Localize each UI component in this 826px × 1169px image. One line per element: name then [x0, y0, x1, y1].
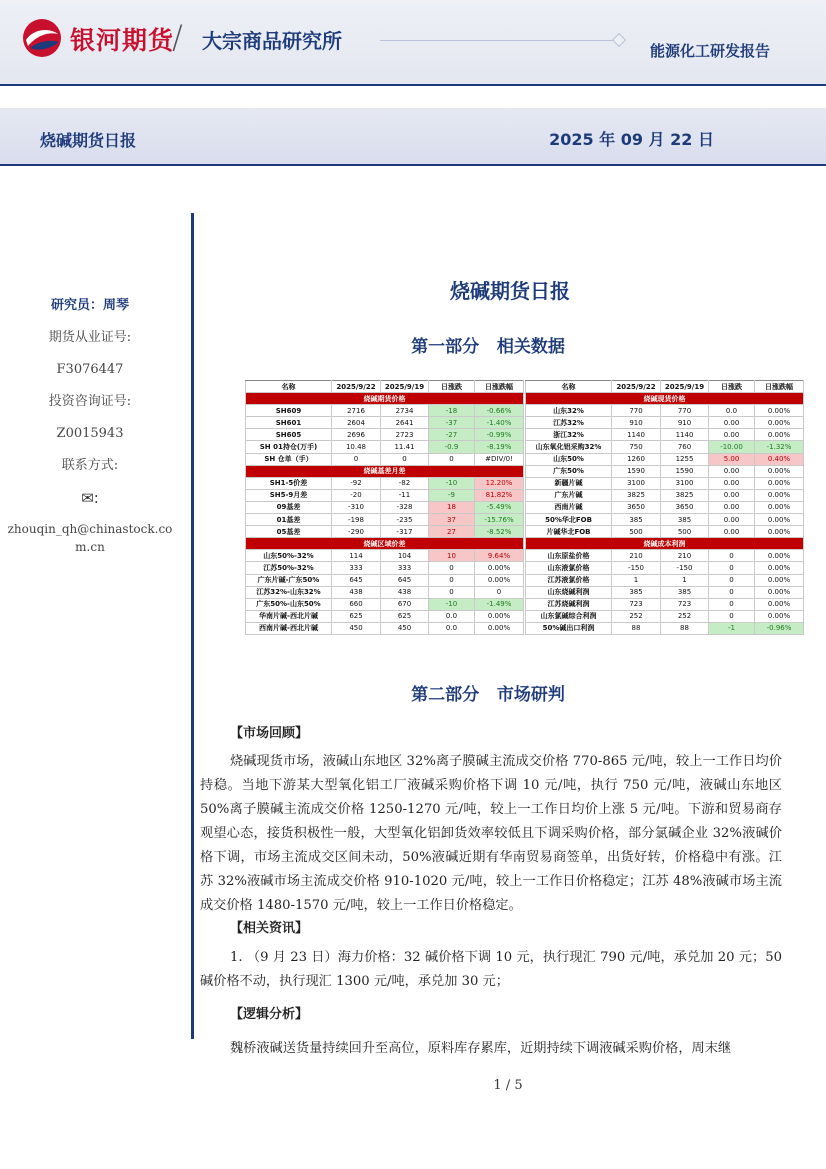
- table-row: [246, 453, 524, 465]
- page-number: 1 / 5: [493, 1078, 523, 1093]
- cell-value: -8.19%: [475, 441, 524, 453]
- cell-value: 0: [429, 453, 475, 465]
- row-name: 江苏32%-山东32%: [246, 586, 332, 598]
- cell-value: -5.49%: [475, 501, 524, 513]
- row-name: 片碱华北FOB: [526, 526, 612, 538]
- title-band-rule: [0, 164, 826, 166]
- row-name: 山东烧碱利润: [526, 586, 612, 598]
- cell-value: 0.00%: [475, 622, 524, 634]
- row-name: 山东原盐价格: [526, 550, 612, 562]
- cell-value: 114: [332, 550, 381, 562]
- cell-value: -27: [429, 429, 475, 441]
- table-row: [246, 477, 524, 489]
- table-row: [246, 501, 524, 513]
- table-section-row: [246, 465, 524, 477]
- table-section-row: [246, 538, 524, 550]
- cell-value: -198: [332, 514, 381, 526]
- cell-value: 625: [332, 610, 381, 622]
- cell-value: 0.00%: [755, 405, 804, 417]
- cell-value: -1.32%: [755, 441, 804, 453]
- row-name: 广东片碱: [526, 489, 612, 501]
- cell-value: 1590: [661, 465, 709, 477]
- column-header: 2025/9/19: [661, 381, 709, 393]
- cell-value: 2696: [332, 429, 381, 441]
- cell-value: 1140: [612, 429, 661, 441]
- cell-value: 27: [429, 526, 475, 538]
- column-header: 名称: [526, 381, 612, 393]
- logic-heading: 【逻辑分析】: [230, 1007, 309, 1022]
- cell-value: -1.49%: [475, 598, 524, 610]
- right-data-table: [525, 380, 804, 635]
- news-heading: 【相关资讯】: [230, 921, 309, 936]
- header-rule: [0, 84, 826, 86]
- cell-value: 1: [661, 574, 709, 586]
- table-row: [526, 417, 804, 429]
- row-name: SH5-9月差: [246, 489, 332, 501]
- table-row: [526, 477, 804, 489]
- cell-value: 660: [332, 598, 381, 610]
- cell-value: 0: [709, 562, 755, 574]
- cell-value: 0: [332, 453, 381, 465]
- table-row: [246, 429, 524, 441]
- cell-value: -1: [709, 622, 755, 634]
- row-name: 华南片碱-西北片碱: [246, 610, 332, 622]
- cell-value: 645: [381, 574, 429, 586]
- brand-name: 银河期货: [70, 26, 175, 55]
- cell-value: 0.00%: [475, 574, 524, 586]
- license-number: F3076447: [56, 362, 124, 377]
- column-header: 日涨跌: [429, 381, 475, 393]
- cell-value: 385: [661, 586, 709, 598]
- cell-value: 0.00%: [755, 514, 804, 526]
- cell-value: 500: [661, 526, 709, 538]
- cell-value: -235: [381, 514, 429, 526]
- cell-value: 500: [612, 526, 661, 538]
- column-header: 日涨跌幅: [475, 381, 524, 393]
- galaxy-logo-icon: [22, 18, 62, 58]
- table-row: [246, 526, 524, 538]
- section-title-analysis: 第二部分 市场研判: [411, 685, 565, 705]
- table-row: [246, 622, 524, 634]
- cell-value: -150: [661, 562, 709, 574]
- row-name: 山东液氯价格: [526, 562, 612, 574]
- cell-value: 723: [612, 598, 661, 610]
- section-label: 烧碱成本利润: [526, 538, 804, 550]
- cell-value: 0.00%: [755, 610, 804, 622]
- cell-value: 3825: [612, 489, 661, 501]
- analyst-sidebar: [0, 290, 180, 556]
- cell-value: 1140: [661, 429, 709, 441]
- cell-value: 0.00%: [755, 526, 804, 538]
- cell-value: 770: [661, 405, 709, 417]
- cell-value: 333: [332, 562, 381, 574]
- table-row: [246, 489, 524, 501]
- table-row: [246, 586, 524, 598]
- document-date: 2025 年 09 月 22 日: [549, 130, 714, 149]
- cell-value: 333: [381, 562, 429, 574]
- cell-value: 0: [475, 586, 524, 598]
- cell-value: 0.00%: [755, 598, 804, 610]
- table-row: [246, 550, 524, 562]
- cell-value: 0.00: [709, 526, 755, 538]
- cell-value: 0.00%: [755, 477, 804, 489]
- cell-value: 0: [709, 574, 755, 586]
- cell-value: 645: [332, 574, 381, 586]
- table-row: [526, 501, 804, 513]
- row-name: 山东氧化铝采购32%: [526, 441, 612, 453]
- cell-value: 0.00: [709, 465, 755, 477]
- table-row: [246, 417, 524, 429]
- cell-value: 0.00%: [755, 550, 804, 562]
- cell-value: 3100: [612, 477, 661, 489]
- section-label: 烧碱区域价差: [246, 538, 524, 550]
- table-section-row: [526, 393, 804, 405]
- cell-value: 438: [381, 586, 429, 598]
- cell-value: 0.00%: [755, 562, 804, 574]
- table-row: [526, 514, 804, 526]
- license-label: 期货从业证号:: [48, 330, 132, 345]
- cell-value: 3650: [661, 501, 709, 513]
- cell-value: 0.0: [429, 610, 475, 622]
- cell-value: -1.40%: [475, 417, 524, 429]
- cell-value: 0.00%: [755, 429, 804, 441]
- cell-value: 450: [332, 622, 381, 634]
- cell-value: 0.00: [709, 429, 755, 441]
- cell-value: 723: [661, 598, 709, 610]
- report-type: 能源化工研发报告: [649, 42, 770, 60]
- table-row: [526, 610, 804, 622]
- cell-value: -10: [429, 598, 475, 610]
- row-name: 江苏液氯价格: [526, 574, 612, 586]
- row-name: SH 01持仓(万手): [246, 441, 332, 453]
- table-section-row: [526, 538, 804, 550]
- cell-value: 910: [661, 417, 709, 429]
- row-name: 50%华北FOB: [526, 514, 612, 526]
- section-label: 烧碱现货价格: [526, 393, 804, 405]
- cell-value: 0.00: [709, 501, 755, 513]
- table-row: [246, 562, 524, 574]
- news-paragraph: 1. （9 月 23 日）海力价格：32 碱价格下调 10 元，执行现汇 790 元/吨，承兑加 20 元；50 碱价格不动，执行现汇 1300 元/吨，承兑加 30 元；: [200, 950, 782, 989]
- cell-value: -9: [429, 489, 475, 501]
- cell-value: -150: [612, 562, 661, 574]
- cell-value: 760: [661, 441, 709, 453]
- cell-value: 385: [612, 514, 661, 526]
- table-row: [526, 465, 804, 477]
- cell-value: -37: [429, 417, 475, 429]
- table-row: [526, 586, 804, 598]
- cell-value: -0.96%: [755, 622, 804, 634]
- cell-value: 0: [429, 574, 475, 586]
- cell-value: 37: [429, 514, 475, 526]
- row-name: 50%碱出口利润: [526, 622, 612, 634]
- row-name: 09基差: [246, 501, 332, 513]
- row-name: 01基差: [246, 514, 332, 526]
- table-row: [246, 441, 524, 453]
- cell-value: 3825: [661, 489, 709, 501]
- cell-value: 0: [429, 586, 475, 598]
- cell-value: 88: [612, 622, 661, 634]
- left-data-table: [245, 380, 524, 635]
- table-row: [246, 598, 524, 610]
- cell-value: 438: [332, 586, 381, 598]
- cell-value: 2734: [381, 405, 429, 417]
- table-section-row: [246, 393, 524, 405]
- cell-value: 10.48: [332, 441, 381, 453]
- cell-value: 210: [661, 550, 709, 562]
- row-name: 广东50%: [526, 465, 612, 477]
- advisory-number: Z0015943: [56, 426, 124, 441]
- cell-value: -15.76%: [475, 514, 524, 526]
- column-header: 日涨跌: [709, 381, 755, 393]
- cell-value: 0: [709, 550, 755, 562]
- logic-paragraph: 魏桥液碱送货量持续回升至高位，原料库存累库，近期持续下调液碱采购价格，周末继: [230, 1041, 732, 1056]
- column-header: 2025/9/22: [612, 381, 661, 393]
- cell-value: 81.82%: [475, 489, 524, 501]
- row-name: 新疆片碱: [526, 477, 612, 489]
- table-row: [246, 514, 524, 526]
- brand-separator: /: [172, 18, 183, 56]
- table-row: [526, 562, 804, 574]
- table-row: [526, 622, 804, 634]
- cell-value: 2641: [381, 417, 429, 429]
- cell-value: 1260: [612, 453, 661, 465]
- table-row: [246, 405, 524, 417]
- section-title-data: 第一部分 相关数据: [411, 337, 565, 357]
- row-name: 山东50%: [526, 453, 612, 465]
- cell-value: -0.99%: [475, 429, 524, 441]
- cell-value: 5.00: [709, 453, 755, 465]
- advisory-label: 投资咨询证号:: [48, 394, 132, 409]
- table-row: [246, 610, 524, 622]
- row-name: 05基差: [246, 526, 332, 538]
- cell-value: 770: [612, 405, 661, 417]
- cell-value: 12.20%: [475, 477, 524, 489]
- cell-value: 3100: [661, 477, 709, 489]
- row-name: 山东氯碱综合利润: [526, 610, 612, 622]
- column-header: 2025/9/22: [332, 381, 381, 393]
- cell-value: -310: [332, 501, 381, 513]
- cell-value: -10: [429, 477, 475, 489]
- cell-value: 88: [661, 622, 709, 634]
- cell-value: -0.66%: [475, 405, 524, 417]
- table-row: [246, 574, 524, 586]
- row-name: 广东片碱-广东50%: [246, 574, 332, 586]
- cell-value: -328: [381, 501, 429, 513]
- cell-value: -0.9: [429, 441, 475, 453]
- cell-value: 910: [612, 417, 661, 429]
- market-review-paragraph: 烧碱现货市场，液碱山东地区 32%离子膜碱主流成交价格 770-865 元/吨，较上一工作日均价持稳。当地下游某大型氧化铝工厂液碱采购价格下调 10 元/吨，执行 750 元/吨，液碱山东地区 50%离子膜碱主流成交价格 1250-1270 元/吨，较上一工作日均价上涨 5 元/吨。下游和贸易商存观望心态，接货积极性一般，大型氧化铝卸货效率较低且下调采购价格，部分氯碱企业 32%液碱价格下调，市场主流成交区间未动，50%液碱近期有华南贸易商签单，出货好转，价格稳中有涨。江苏 32%液碱市场主流成交价格 910-1020 元/吨，较上一工作日价格稳定；江苏 48%液碱市场主流成交价格 1480-1570 元/吨，较上一工作日价格稳定。: [200, 754, 782, 913]
- cell-value: 0.00%: [475, 562, 524, 574]
- table-row: [526, 489, 804, 501]
- column-header: 日涨跌幅: [755, 381, 804, 393]
- cell-value: 385: [661, 514, 709, 526]
- decorative-line: [380, 40, 620, 41]
- cell-value: 210: [612, 550, 661, 562]
- cell-value: 625: [381, 610, 429, 622]
- table-row: [526, 429, 804, 441]
- row-name: 浙江32%: [526, 429, 612, 441]
- table-row: [526, 574, 804, 586]
- cell-value: 252: [612, 610, 661, 622]
- cell-value: -10.00: [709, 441, 755, 453]
- cell-value: 0.00: [709, 477, 755, 489]
- mail-icon: ✉:: [81, 489, 99, 507]
- cell-value: 10: [429, 550, 475, 562]
- cell-value: -18: [429, 405, 475, 417]
- cell-value: 0.00%: [755, 417, 804, 429]
- cell-value: -11: [381, 489, 429, 501]
- table-row: [526, 550, 804, 562]
- cell-value: #DIV/0!: [475, 453, 524, 465]
- cell-value: -8.52%: [475, 526, 524, 538]
- cell-value: 0: [429, 562, 475, 574]
- cell-value: 0.00: [709, 514, 755, 526]
- row-name: SH1-5价差: [246, 477, 332, 489]
- cell-value: 0: [709, 586, 755, 598]
- cell-value: 104: [381, 550, 429, 562]
- contact-email[interactable]: zhouqin_qh@chinastock.com.cn: [7, 522, 173, 554]
- cell-value: 670: [381, 598, 429, 610]
- cell-value: 0: [709, 598, 755, 610]
- cell-value: -20: [332, 489, 381, 501]
- table-header-row: [246, 381, 524, 393]
- cell-value: 0.00%: [755, 586, 804, 598]
- section-label: 烧碱基差月差: [246, 465, 524, 477]
- column-header: 名称: [246, 381, 332, 393]
- cell-value: 0.00%: [755, 574, 804, 586]
- cell-value: 0.0: [709, 405, 755, 417]
- row-name: SH601: [246, 417, 332, 429]
- row-name: 山东32%: [526, 405, 612, 417]
- cell-value: 0.00%: [755, 489, 804, 501]
- cell-value: 2723: [381, 429, 429, 441]
- contact-label: 联系方式:: [61, 458, 119, 473]
- cell-value: -92: [332, 477, 381, 489]
- row-name: 江苏32%: [526, 417, 612, 429]
- section-label: 烧碱期货价格: [246, 393, 524, 405]
- cell-value: 2604: [332, 417, 381, 429]
- cell-value: 9.64%: [475, 550, 524, 562]
- cell-value: 0.00: [709, 417, 755, 429]
- table-row: [526, 453, 804, 465]
- table-row: [526, 441, 804, 453]
- cell-value: 1: [612, 574, 661, 586]
- cell-value: 385: [612, 586, 661, 598]
- cell-value: 0.0: [429, 622, 475, 634]
- cell-value: -82: [381, 477, 429, 489]
- cell-value: 0.00%: [755, 465, 804, 477]
- row-name: 西南片碱-西北片碱: [246, 622, 332, 634]
- cell-value: 750: [612, 441, 661, 453]
- institute-name: 大宗商品研究所: [202, 29, 342, 53]
- analyst-name: 研究员：周琴: [50, 298, 129, 313]
- cell-value: 0: [709, 610, 755, 622]
- cell-value: 0.00%: [475, 610, 524, 622]
- cell-value: 1255: [661, 453, 709, 465]
- cell-value: 11.41: [381, 441, 429, 453]
- main-title: 烧碱期货日报: [450, 279, 570, 303]
- cell-value: 18: [429, 501, 475, 513]
- cell-value: 0: [381, 453, 429, 465]
- cell-value: -317: [381, 526, 429, 538]
- row-name: 江苏烧碱利润: [526, 598, 612, 610]
- row-name: SH609: [246, 405, 332, 417]
- row-name: 江苏50%-32%: [246, 562, 332, 574]
- cell-value: 3650: [612, 501, 661, 513]
- document-title: 烧碱期货日报: [40, 131, 137, 150]
- column-header: 2025/9/19: [381, 381, 429, 393]
- cell-value: 0.40%: [755, 453, 804, 465]
- market-review-heading: 【市场回顾】: [230, 726, 309, 741]
- table-row: [526, 405, 804, 417]
- row-name: 广东50%-山东50%: [246, 598, 332, 610]
- cell-value: 252: [661, 610, 709, 622]
- row-name: 山东50%-32%: [246, 550, 332, 562]
- table-header-row: [526, 381, 804, 393]
- row-name: SH605: [246, 429, 332, 441]
- cell-value: -290: [332, 526, 381, 538]
- table-row: [526, 598, 804, 610]
- cell-value: 0.00%: [755, 501, 804, 513]
- table-row: [526, 526, 804, 538]
- row-name: SH 仓单（手）: [246, 453, 332, 465]
- cell-value: 0.00: [709, 489, 755, 501]
- row-name: 西南片碱: [526, 501, 612, 513]
- cell-value: 450: [381, 622, 429, 634]
- cell-value: 2716: [332, 405, 381, 417]
- cell-value: 1590: [612, 465, 661, 477]
